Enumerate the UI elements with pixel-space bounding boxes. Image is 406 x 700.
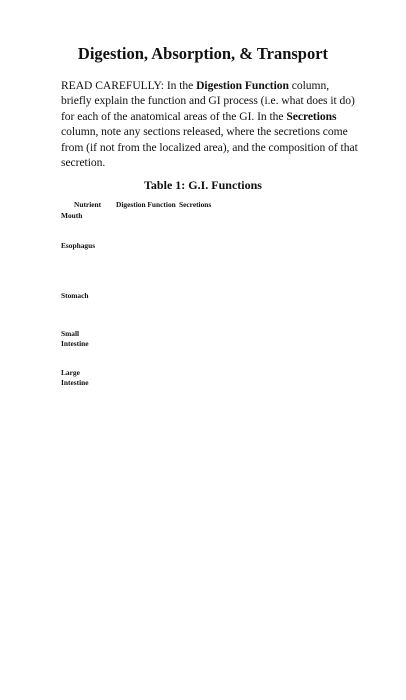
row-label-stomach: Stomach [61, 291, 89, 300]
row-label-mouth: Mouth [61, 211, 83, 220]
header-nutrient: Nutrient [74, 200, 102, 209]
secretions-term: Secretions [286, 109, 337, 123]
instructions-text [61, 78, 361, 170]
row-label-small-intestine: Small Intestine [61, 329, 89, 348]
digestion-function-term: Digestion Function [196, 79, 289, 92]
row-label-esophagus: Esophagus [61, 241, 96, 250]
instructions-middle: column, briefly explain the function and GI process (i.e. what does it do) for each of the anatomical areas of the GI. In the [61, 79, 355, 123]
table-header-row [61, 200, 321, 210]
document-title: Digestion, Absorption, & Transport [77, 44, 329, 63]
instructions-tail: column, note any sections released, where the secretions come from (if not from the localized area), and the composition of that secretion. [61, 125, 358, 170]
row-label-large-intestine: Large Intestine [61, 368, 89, 387]
instructions-paragraph [61, 78, 361, 170]
header-secretions: Secretions [179, 200, 212, 209]
instructions-lead: READ CAREFULLY: In the [61, 79, 197, 92]
header-digestion-function: Digestion Function [116, 200, 176, 209]
table-caption: Table 1: G.I. Functions [144, 178, 262, 192]
